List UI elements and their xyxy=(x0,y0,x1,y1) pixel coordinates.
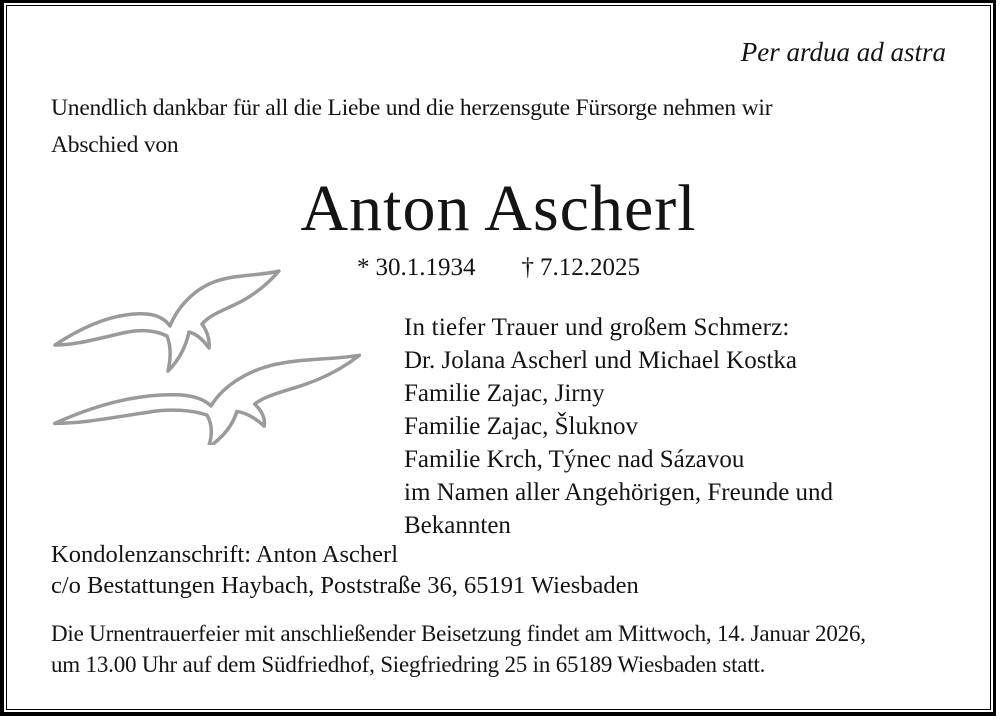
birth-date: 30.1.1934 xyxy=(375,254,476,281)
birth-star-icon: * xyxy=(357,254,370,281)
funeral-line: um 13.00 Uhr auf dem Südfriedhof, Siegfriedring 25 in 65189 Wiesbaden statt. xyxy=(51,652,766,677)
intro-line: Unendlich dankbar für all die Liebe und die herzensgute Fürsorge nehmen wir xyxy=(51,95,773,121)
death-cross-icon: † xyxy=(521,254,534,281)
mourners-heading: In tiefer Trauer und großem Schmerz: xyxy=(404,314,790,341)
middle-section xyxy=(51,311,946,539)
condolence-line: c/o Bestattungen Haybach, Poststraße 36, 65191 Wiesbaden xyxy=(51,572,639,599)
funeral-line: Die Urnentrauerfeier mit anschließender Beisetzung findet am Mittwoch, 14. Januar 2026, xyxy=(51,621,866,646)
intro-line: Abschied von xyxy=(51,132,179,158)
condolence-line: Kondolenzanschrift: Anton Ascherl xyxy=(51,541,399,568)
funeral-info xyxy=(51,618,946,680)
mourners-list xyxy=(404,311,946,542)
flying-birds-illustration xyxy=(49,259,379,445)
mourner-line: Familie Krch, Týnec nad Sázavou xyxy=(404,446,745,473)
notice-content xyxy=(7,6,990,709)
motto-text: Per ardua ad astra xyxy=(740,37,946,67)
death-date-group xyxy=(522,254,641,281)
deceased-name: Anton Ascherl xyxy=(300,172,697,245)
intro-text xyxy=(51,90,946,164)
death-date: 7.12.2025 xyxy=(540,254,640,281)
mourner-line: Dr. Jolana Ascherl und Michael Kostka xyxy=(404,347,797,374)
mourner-line: im Namen aller Angehörigen, Freunde und Bekannten xyxy=(404,479,834,539)
mourner-line: Familie Zajac, Šluknov xyxy=(404,413,638,440)
condolence-address xyxy=(51,539,946,601)
mourner-line: Familie Zajac, Jirny xyxy=(404,380,605,407)
notice-inner-frame xyxy=(6,5,991,710)
